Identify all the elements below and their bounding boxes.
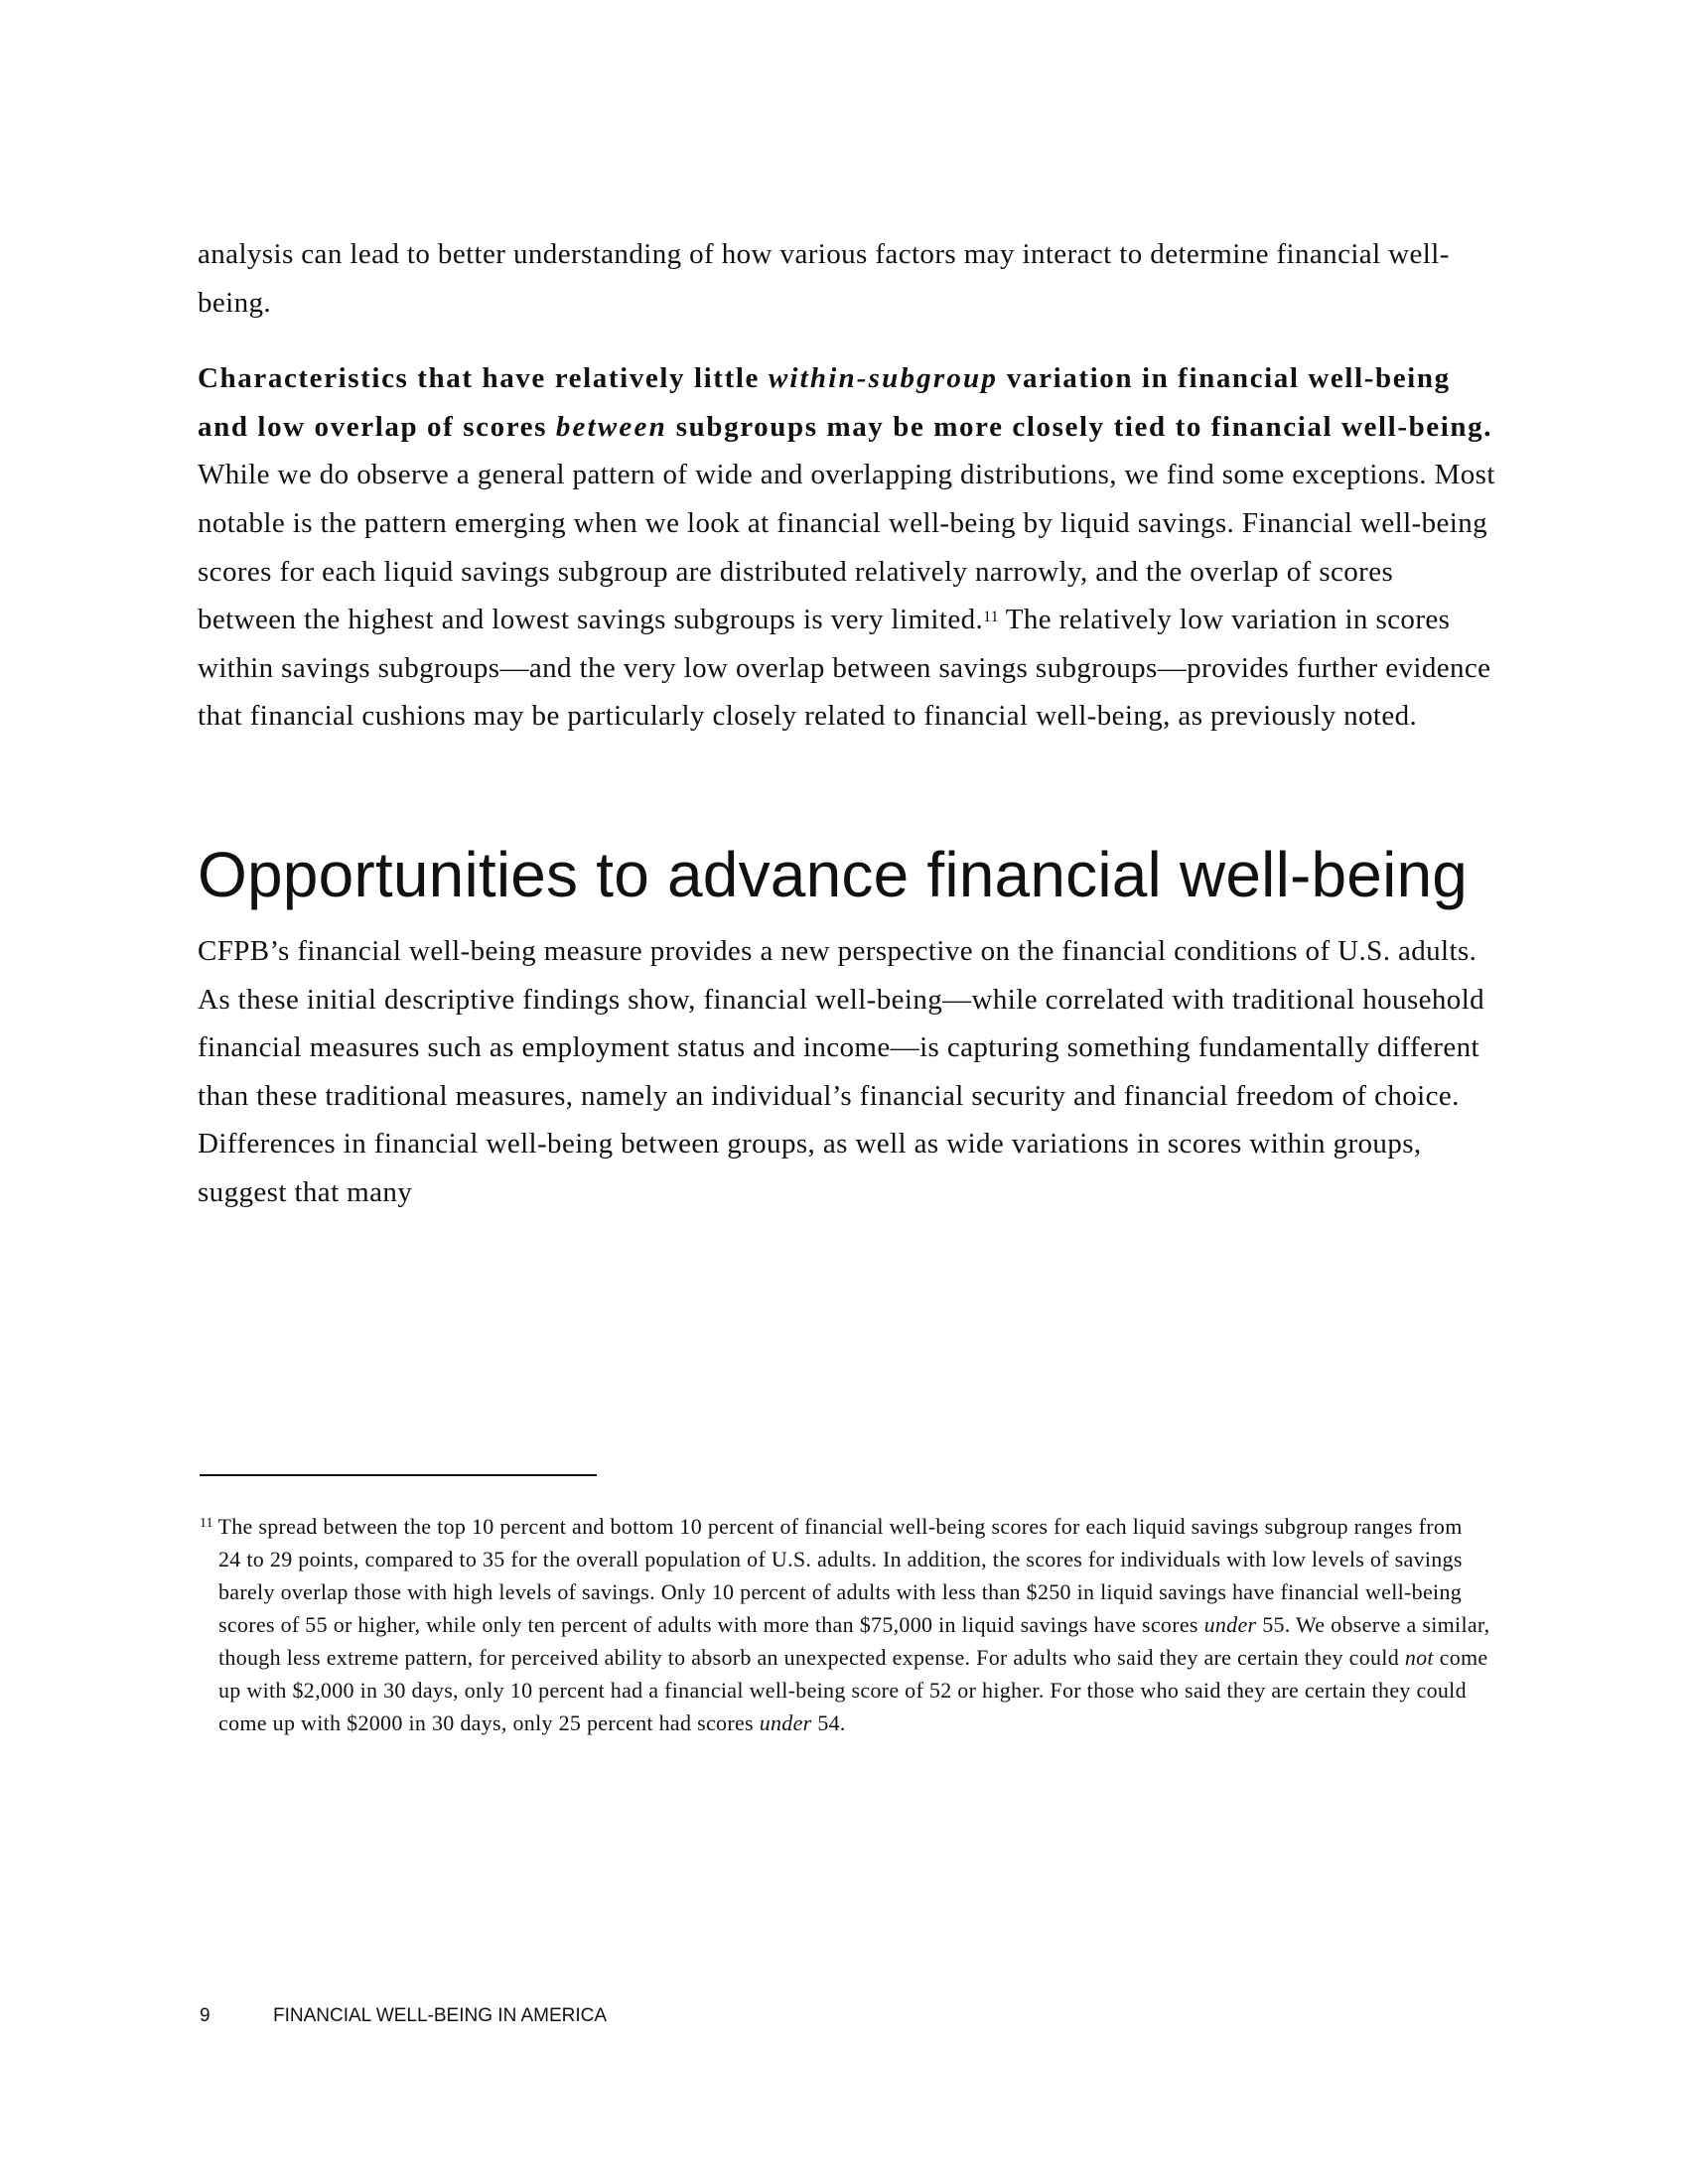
footnote-marker: 11 <box>200 1516 213 1531</box>
footnote-reference[interactable]: 11 <box>983 609 999 626</box>
bold-lead-sentence <box>198 362 1492 443</box>
paragraph-text: The relatively low variation in scores within savings subgroups—and the very low overlap between savings subgroups—provides further evidence that financial cushions may be particularly closely related to financial well-being, as previously noted. <box>198 604 1491 733</box>
footnote-text: The spread between the top 10 percent and bottom 10 percent of financial well-being scores for each liquid savings subgroup ranges from 24 to 29 points, compared to 35 for the overall population of U.S. adults. In addition, the scores for individuals with low levels of savings barely overlap those with high levels of savings. Only 10 percent of adults with less than $250 in liquid savings have financial well-being scores of 55 or higher, while only ten percent of adults with more than $75,000 in liquid savings have scores <box>217 1514 1463 1637</box>
bold-text: subgroups may be more closely tied to financial well-being. <box>666 410 1493 443</box>
bold-text: Characteristics that have relatively little <box>198 362 769 395</box>
section-heading: Opportunities to advance financial well-being <box>198 838 1469 910</box>
footnote-emphasis: not <box>1404 1645 1434 1670</box>
paragraph-text: analysis can lead to better understanding of how various factors may interact to determine financial well-being. <box>198 238 1450 319</box>
page-footer <box>200 2004 607 2028</box>
page-number: 9 <box>200 2005 211 2026</box>
footnote-text: 55. We observe a similar, though less extreme pattern, for perceived ability to absorb an unexpected expense. For adults who said they are certain they could <box>218 1612 1490 1670</box>
paragraph-opportunities <box>198 927 1498 1217</box>
paragraph-text: CFPB’s financial well-being measure provides a new perspective on the financial conditions of U.S. adults. As these initial descriptive findings show, financial well-being—while correlated with traditional household financial measures such as employment status and income—is capturing something fundamentally different than these traditional measures, namely an individual’s financial security and financial freedom of choice. Differences in financial well-being between groups, as well as wide variations in scores within groups, suggest that many <box>198 934 1485 1208</box>
paragraph-text: While we do observe a general pattern of wide and overlapping distributions, we find some exceptions. Most notable is the pattern emerging when we look at financial well-being by liquid savings. Financial well-being scores for each liquid savings subgroup are distributed relatively narrowly, and the overlap of scores between the highest and lowest savings subgroups is very limited. <box>198 459 1495 636</box>
bold-text: variation in financial well-being and low overlap of scores <box>198 362 1451 443</box>
paragraph-characteristics <box>198 354 1498 741</box>
footnote <box>200 1510 1490 1739</box>
footnote-text: come up with $2,000 in 30 days, only 10 percent had a financial well-being score of 52 or higher. For those who said they are certain they could come up with $2000 in 30 days, only 25 percent had scores <box>218 1645 1488 1735</box>
footnote-body <box>200 1510 1490 1739</box>
paragraph-continuation <box>198 230 1498 327</box>
emphasis-within-subgroup: within-subgroup <box>768 362 999 395</box>
footnote-text: 54. <box>811 1710 846 1735</box>
footnote-divider <box>200 1474 597 1476</box>
footnote-emphasis: under <box>1203 1612 1257 1637</box>
footnote-emphasis: under <box>759 1710 812 1735</box>
main-content <box>198 230 1498 1217</box>
emphasis-between: between <box>555 410 667 443</box>
footer-title: FINANCIAL WELL-BEING IN AMERICA <box>273 2005 608 2026</box>
